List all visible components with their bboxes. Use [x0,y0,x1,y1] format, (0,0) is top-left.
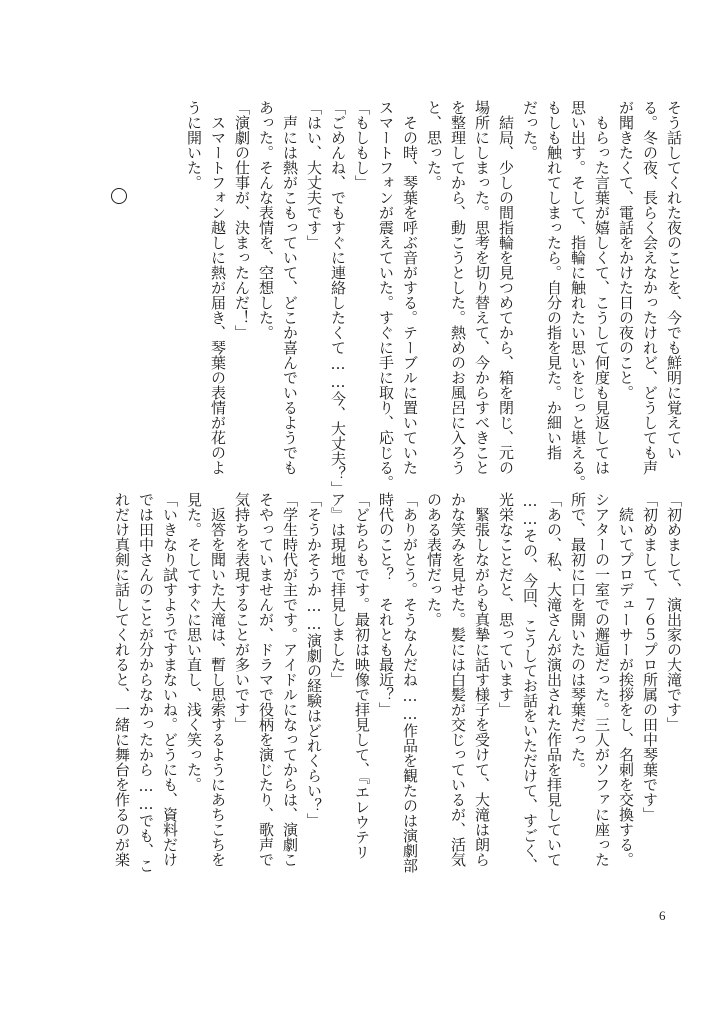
text-line: 光栄なことだと、思っています」 [497,492,515,717]
text-line: 「初めまして、演出家の大滝です」 [665,492,683,732]
text-line: 声には熱がこもっていて、どこか喜んでいるようでも [281,100,299,475]
text-line: 「そうかそうか……演劇の経験はどれくらい？」 [305,492,323,828]
text-line: シアターの一室での邂逅だった。三人がソファに座った [593,492,611,867]
text-line: 時代のこと？ それとも最近？」 [377,492,395,717]
text-line: では田中さんのことが分からなかったから……でも、こ [137,492,155,873]
section-break-circle-icon [111,188,127,204]
text-line: 「ありがとう。そうなんだね……作品を観たのは演劇部 [401,492,419,873]
text-line: スマートフォン越しに熱が届き、琴葉の表情が花のよ [209,100,227,475]
text-line: 「学生時代が主です。アイドルになってからは、演劇こ [281,492,299,867]
text-line: ア』は現地で拝見しました」 [329,492,347,687]
text-line: 場所にしまった。思考を切り替えて、今からすべきこと [473,100,491,475]
text-line: が聞きたくて、電話をかけた日の夜のこと。 [617,100,635,400]
text-line: る。冬の夜、長らく会えなかったけれど、どうしても声 [641,100,659,475]
text-line: 思い出す。そして、指輪に触れたい思いをじっと堪える。 [569,100,587,490]
text-line: そやっていませんが、ドラマで役柄を演じたり、歌声で [257,492,275,867]
text-line: 「初めまして、７６５プロ所属の田中琴葉です」 [641,492,659,822]
text-line: もらった言葉が嬉しくて、こうして何度も見返しては [593,100,611,475]
text-line: 「いきなり試すようですまないね。どうにも、資料だけ [161,492,179,867]
text-line: だった。 [521,100,539,160]
text-line: 気持ちを表現することが多いです」 [233,492,251,732]
text-line: 見た。そしてすぐに思い直し、浅く笑った。 [185,492,203,792]
text-line: 「どちらもです。最初は映像で拝見して、『エレウテリ [353,492,371,860]
text-line: れだけ真剣に話してくれると、一緒に舞台を作るのが楽 [113,492,131,867]
text-line: 「演劇の仕事が、決まったんだ！」 [233,100,251,340]
text-line: その時、琴葉を呼ぶ音がする。テーブルに置いていた [401,100,419,475]
text-line: 「ごめんね、でもすぐに連絡したくて……今、大丈夫？」 [329,100,347,496]
text-line: スマートフォンが震えていた。すぐに手に取り、応じる。 [377,100,395,490]
text-line: のある表情だった。 [425,492,443,627]
text-line: と、思った。 [425,100,443,190]
text-line: そう話してくれた夜のことを、今でも鮮明に覚えてい [665,100,683,460]
text-line: 緊張しながらも真摯に話す様子を受けて、大滝は朗ら [473,492,491,867]
text-line: うに開いた。 [185,100,203,190]
text-line: もしも触れてしまったら。自分の指を見た。か細い指 [545,100,563,460]
text-line: ……その、今回、こうしてお話をいただけて、すごく、 [521,492,539,873]
text-line: 続いてプロデューサーが挨拶をし、名刺を交換する。 [617,492,635,867]
text-line: 返答を聞いた大滝は、暫し思索するようにあちこちを [209,492,227,867]
text-line: 所で、最初に口を開いたのは琴葉だった。 [569,492,587,777]
text-line: あった。そんな表情を、空想した。 [257,100,275,340]
text-line: かな笑みを見せた。髪には白髪が交じっているが、活気 [449,492,467,867]
text-line: 結局、少しの間指輪を見つめてから、箱を閉じ、元の [497,100,515,475]
text-line: 「もしもし」 [353,100,371,190]
text-block-bottom [110,492,686,892]
text-line: 「あの、私、大滝さんが演出された作品を拝見していて [545,492,563,867]
text-block-top [182,100,686,500]
text-line: 「はい、大丈夫です」 [305,100,323,250]
page-number: 6 [659,908,666,923]
text-line: を整理してから、動こうとした。熱めのお風呂に入ろう [449,100,467,475]
